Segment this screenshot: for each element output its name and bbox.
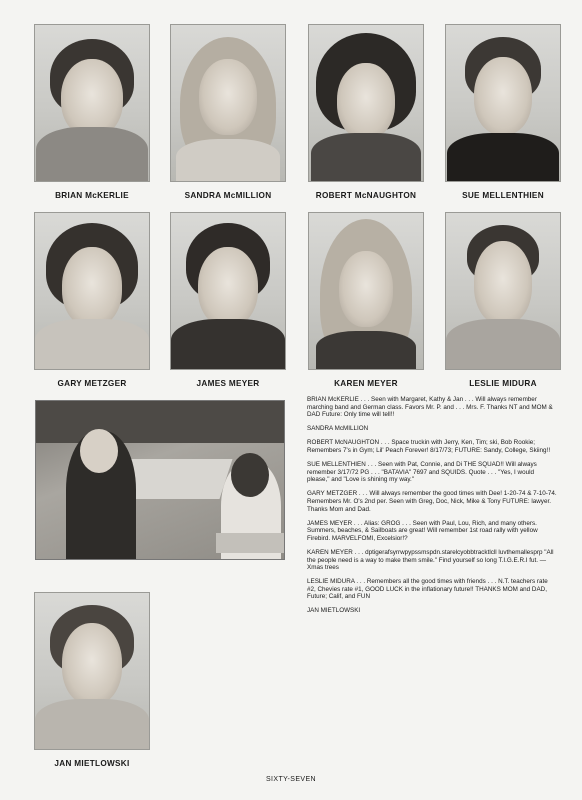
portrait-name: LESLIE MIDURA: [469, 379, 537, 388]
portrait-name: ROBERT McNAUGHTON: [315, 191, 417, 200]
portrait-name: JAN MIETLOWSKI: [54, 759, 130, 768]
portrait-name: KAREN MEYER: [334, 379, 398, 388]
bio-text: BRIAN McKERLIE . . . Seen with Margaret, Kathy & Jan . . . Will always remember marching band and German class. Favors Mr. P. and . . . Mrs. F. Thanks NT and MOM & DAD Future: Only time will tell!!: [307, 396, 553, 419]
portrait-photo: [170, 212, 286, 370]
portrait-photo: [308, 24, 424, 182]
bio-text: JAN MIETLOWSKI: [307, 607, 361, 615]
portrait-photo: [308, 212, 424, 370]
bio-text: LESLIE MIDURA . . . Remembers all the good times with friends . . . N.T. teachers rate #2, Chevies rate #1, GOOD LUCK in the inflationary future!! THANKS MOM and DAD, Future; Calif, and FUN: [307, 578, 548, 601]
portrait-name: SANDRA McMILLION: [184, 191, 272, 200]
portrait-photo: [445, 24, 561, 182]
bio-text: KAREN MEYER . . . dptigerafsyrrwpypssmspdn.starelcyobbtracktlcll luvthemallesprp "All the people need is a way to make them smile." Find yourself so long T.I.G.E.R.I fut. — Xmas trees: [307, 548, 554, 572]
bio-text: JAMES MEYER . . . Alias: GROG . . . Seen with Paul, Lou, Rich, and many others. Summers, beaches, & Sailboats are great! Will remember 1st road rally with yellow Firebird. MARVELFOMI, Excelsior!?: [307, 519, 538, 542]
portrait-photo: [34, 592, 150, 750]
portrait-photo: [34, 24, 150, 182]
bio-text: SANDRA McMILLION: [307, 425, 369, 433]
portrait-photo: [445, 212, 561, 370]
bio-text: GARY METZGER . . . Will always remember the good times with Dee! 1-20-74 & 7-10-74. Remembers Mr. O's 2nd per. Seen with Greg, Doc, Nick, Mike & Tony FUTURE: lawyer. Thanks Mom and Dad.: [307, 490, 557, 513]
portrait-photo: [170, 24, 286, 182]
senior-bios: [307, 396, 557, 622]
candid-classroom-photo: [35, 400, 285, 560]
bio-text: SUE MELLENTHIEN . . . Seen with Pat, Connie, and Di THE SQUAD!! Will always remember 3/17/72 PG . . . "BATAVIA" 7697 and SQUIDS. Quote . . . "Yes, I would please," and "Love is shining my way.": [307, 461, 537, 484]
portrait-name: BRIAN McKERLIE: [55, 191, 129, 200]
portrait-photo: [34, 212, 150, 370]
portrait-name: JAMES MEYER: [196, 379, 260, 388]
portrait-name: GARY METZGER: [57, 379, 127, 388]
portrait-name: SUE MELLENTHIEN: [462, 191, 544, 200]
page-number: SIXTY-SEVEN: [265, 776, 317, 783]
bio-text: ROBERT McNAUGHTON . . . Space truckin with Jerry, Ken, Tim; ski, Bob Rookie; Remembers 7's in Gym; Lil' Peach Forever! 8/17/73; FUTURE: Sandy, College, Skiing!!: [307, 439, 551, 454]
